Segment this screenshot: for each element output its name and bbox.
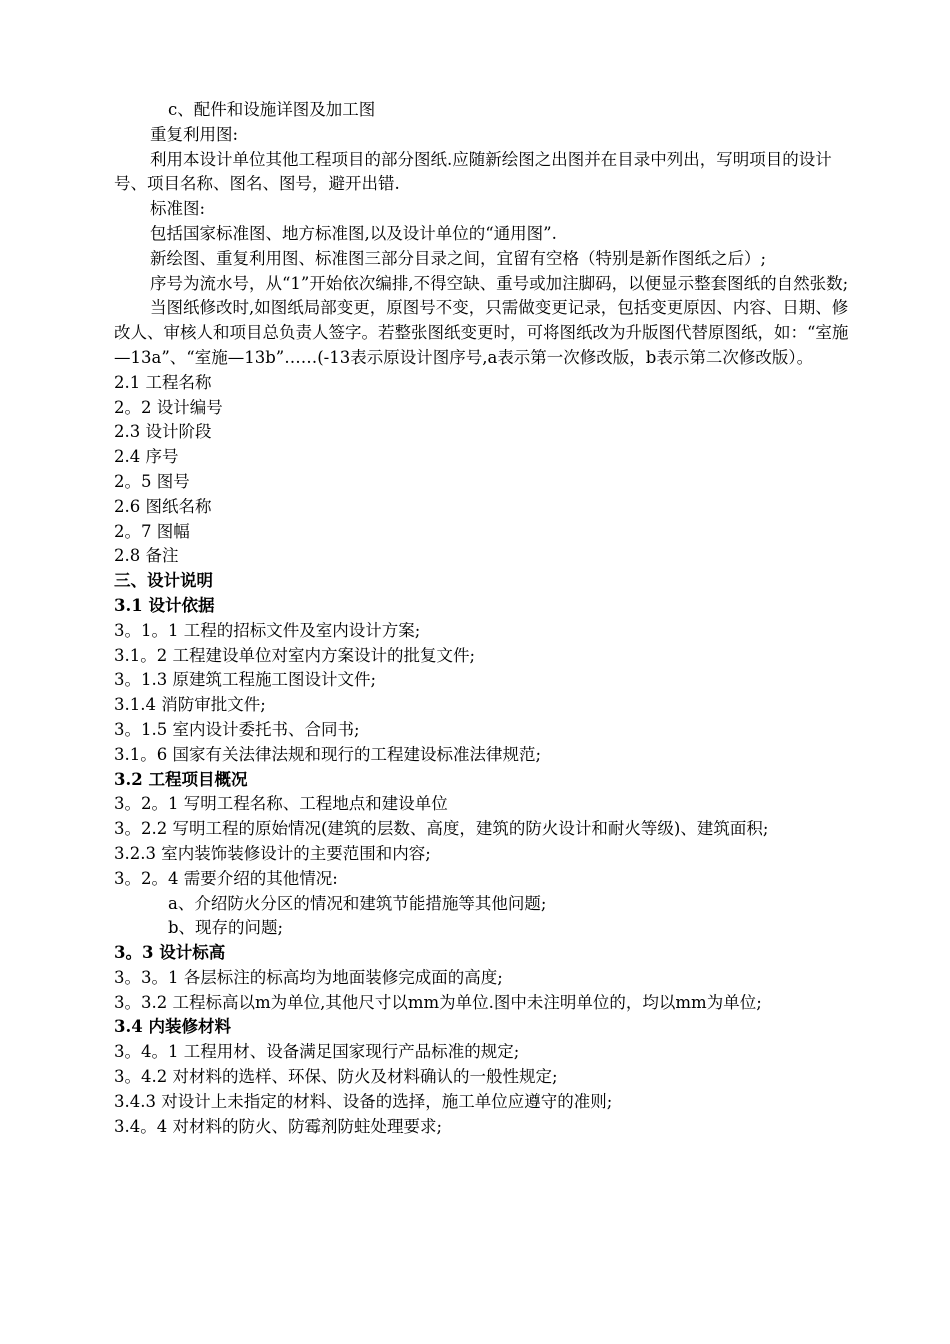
text-line: 包括国家标准图、地方标准图,以及设计单位的“通用图”. — [150, 223, 557, 243]
text-line: 3.2.3 室内装饰装修设计的主要范围和内容; — [114, 843, 431, 863]
section-heading: 3.2 工程项目概况 — [114, 769, 248, 789]
text-line: 2.6 图纸名称 — [114, 496, 212, 516]
text-line: 3.1。2 工程建设单位对室内方案设计的批复文件; — [114, 645, 476, 665]
text-line: 2。5 图号 — [114, 471, 190, 491]
text-line: 2.8 备注 — [114, 546, 179, 566]
text-line: 3.1.4 消防审批文件; — [114, 695, 266, 715]
text-line: 2。2 设计编号 — [114, 397, 223, 417]
text-line: 3。4。1 工程用材、设备满足国家现行产品标准的规定; — [114, 1042, 520, 1062]
text-line: 3。1.5 室内设计委托书、合同书; — [114, 719, 360, 739]
text-line: 3.4。4 对材料的防火、防霉剂防蛀处理要求; — [114, 1116, 443, 1136]
text-line: 3。2。1 写明工程名称、工程地点和建设单位 — [114, 794, 448, 814]
text-line: 3。3.2 工程标高以m为单位,其他尺寸以mm为单位.图中未注明单位的，均以mm为单位; — [114, 992, 762, 1012]
text-line: 3。4.2 对材料的选样、环保、防火及材料确认的一般性规定; — [114, 1067, 558, 1087]
text-line: b、现存的问题; — [168, 918, 284, 938]
text-line: c、配件和设施详图及加工图 — [168, 100, 376, 119]
text-line: 3。1。1 工程的招标文件及室内设计方案; — [114, 620, 421, 640]
text-line: 2.1 工程名称 — [114, 372, 212, 392]
section-heading: 3。3 设计标高 — [114, 943, 226, 963]
document-body — [114, 98, 862, 1139]
text-line: 3。2。4 需要介绍的其他情况: — [114, 868, 338, 888]
section-heading: 三、设计说明 — [114, 571, 213, 591]
text-line: 序号为流水号，从“1”开始依次编排,不得空缺、重号或加注脚码，以便显示整套图纸的自然张数; — [150, 273, 849, 293]
text-line: 3。2.2 写明工程的原始情况(建筑的层数、高度，建筑的防火设计和耐火等级)、建筑面积; — [114, 819, 769, 839]
text-line: 3.4.3 对设计上未指定的材料、设备的选择，施工单位应遵守的准则; — [114, 1091, 613, 1111]
text-line: 2。7 图幅 — [114, 521, 190, 541]
text-line: 3.1。6 国家有关法律法规和现行的工程建设标准法律规范; — [114, 744, 542, 764]
text-line: 3。3。1 各层标注的标高均为地面装修完成面的高度; — [114, 967, 503, 987]
section-heading: 3.1 设计依据 — [114, 595, 215, 615]
text-line: 2.3 设计阶段 — [114, 422, 212, 442]
text-line: 标准图: — [150, 199, 206, 219]
text-line: 当图纸修改时,如图纸局部变更，原图号不变，只需做变更记录，包括变更原因、内容、日期、修改人、审核人和项目总负责人签字。若整张图纸变更时，可将图纸改为升版图代替原图纸，如：“室施—13a”、“室施—13b”……(-13表示原设计图序号,a表示第一次修改版，b表示第二次修改版）。 — [114, 298, 849, 367]
text-line: 利用本设计单位其他工程项目的部分图纸.应随新绘图之出图并在目录中列出，写明项目的设计号、项目名称、图名、图号，避开出错. — [114, 149, 832, 194]
text-line: 3。1.3 原建筑工程施工图设计文件; — [114, 670, 377, 690]
text-line: 2.4 序号 — [114, 447, 179, 467]
section-heading: 3.4 内装修材料 — [114, 1017, 231, 1037]
text-line: 重复利用图: — [150, 124, 239, 144]
text-line: 新绘图、重复利用图、标准图三部分目录之间，宜留有空格（特别是新作图纸之后）; — [150, 248, 767, 268]
text-line: a、介绍防火分区的情况和建筑节能措施等其他问题; — [168, 893, 547, 913]
